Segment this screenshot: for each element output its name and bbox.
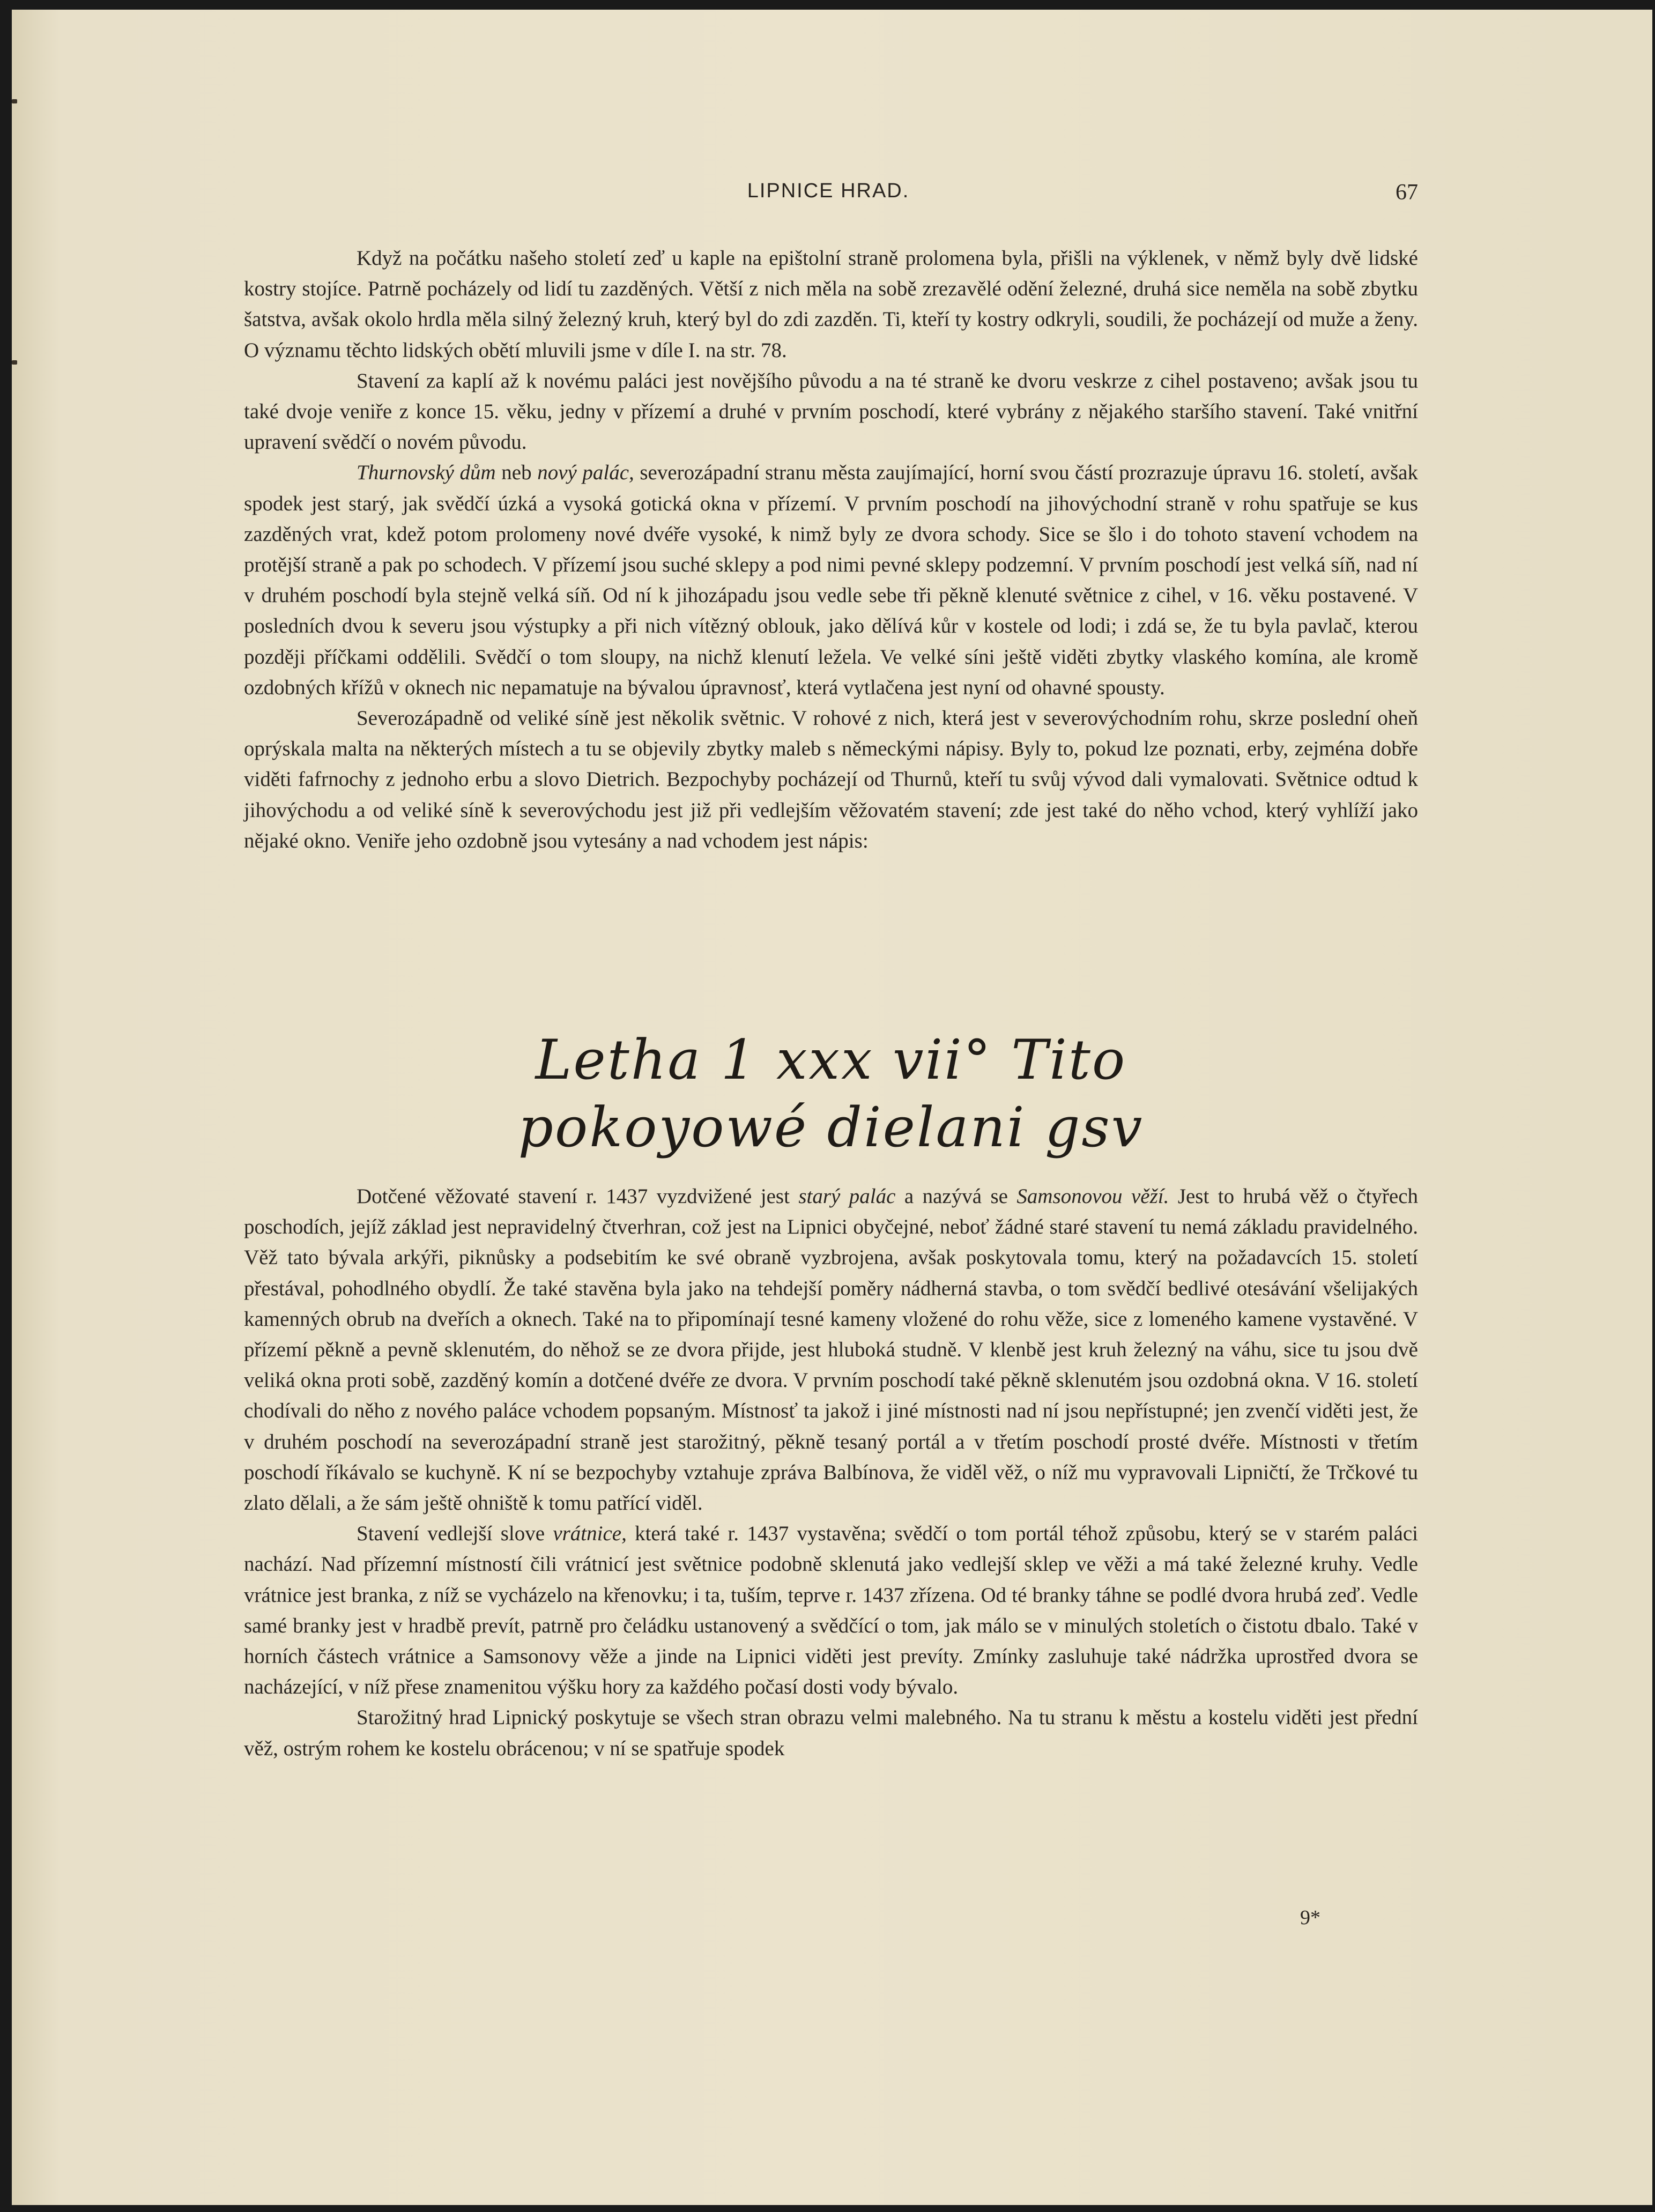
emphasis: nový palác, (537, 461, 634, 485)
inscription-line: pokoyowé dielani gsv (518, 1096, 1144, 1160)
text-run: severozápadní stranu města zaujímající, horní svou částí prozrazuje úpravu 16. století, avšak spodek jest starý, jak svědčí úzká a vysoká gotická okna v přízemí. V prvním poschodí na jihovýchodní straně v rohu spatřuje se kus zazděných vrat, kdež potom prolomeny nové dvéře vysoké, k nimž byly ze dvora schody. Sice se šlo i do tohoto stavení vchodem na protější straně a pak po schodech. V přízemí jsou suché sklepy a pod nimi pevné sklepy podzemní. V prvním poschodí jest velká síň, nad ní v druhém poschodí byla stejně velká síň. Od ní k jihozápadu jsou vedle sebe tři pěkně klenuté světnice z cihel, v 16. věku postavené. V posledních dvou k severu jsou výstupky a při nich vítězný oblouk, jako dělívá kůr v kostele od lodi; i zdá se, že tu byla pavlač, kterou později příčkami oddělili. Svědčí o tom sloupy, na nichž klenutí ležela. Ve velké síni ještě viděti zbytky vlaského komína, ale kromě ozdobných křížů v oknech nic nepamatuje na bývalou úpravnosť, která vytlačena jest nyní od ohavné spousty. (244, 461, 1418, 699)
text-run: Stavení vedlejší slove (357, 1522, 553, 1546)
paragraph (244, 1181, 1418, 1518)
emphasis: starý palác (798, 1185, 896, 1208)
paragraph: Severozápadně od veliké síně jest několik světnic. V rohové z nich, která jest v severovýchodním rohu, skrze poslední oheň oprýskala malta na některých místech a tu se objevily zbytky maleb s německými nápisy. Byly to, pokud lze poznati, erby, zejména dobře viděti fafrnochy z jednoho erbu a slovo Dietrich. Bezpochyby pocházejí od Thurnů, kteří tu svůj vývod dali vymalovati. Světnice odtud k jihovýchodu a od veliké síně k severovýchodu jest již při vedlejším věžovatém stavení; zde jest také do něho vchod, který vyhlíží jako nějaké okno. Veniře jeho ozdobně jsou vytesány a nad vchodem jest nápis: (244, 707, 1418, 852)
paragraph (244, 1518, 1418, 1702)
paragraph: Starožitný hrad Lipnický poskytuje se všech stran obrazu velmi malebného. Na tu stranu k městu a kostelu viděti jest přední věž, ostrým rohem ke kostelu obrácenou; v ní se spatřuje spodek (244, 1706, 1418, 1760)
binding-mark (12, 99, 17, 103)
paragraph: Když na počátku našeho století zeď u kaple na epištolní straně prolomena byla, přišli na výklenek, v němž byly dvě lidské kostry stojíce. Patrně pocházely od lidí tu zazděných. Větší z nich měla na sobě zrezavělé odění železné, druhá sice neměla na sobě zbytku šatstva, avšak okolo hrdla měla silný železný kruh, který byl do zdi zazděn. Ti, kteří ty kostry odkryli, soudili, že pocházejí od muže a ženy. O významu těchto lidských obětí mluvili jsme v díle I. na str. 78. (244, 247, 1418, 362)
emphasis: vrátnice, (553, 1522, 627, 1546)
binding-mark (12, 360, 17, 365)
page-header (239, 180, 1418, 212)
inscription-line: Letha 1 xxx vii° Tito (535, 1028, 1127, 1092)
text-block-top (244, 243, 1418, 856)
text-run: neb (495, 461, 538, 485)
text-run: Dotčené věžovaté stavení r. 1437 vyzdvižené jest (357, 1185, 799, 1208)
emphasis: Thurnovský dům (357, 461, 496, 485)
emphasis: Samsonovou věží. (1016, 1185, 1169, 1208)
text-block-bottom (244, 1181, 1418, 1764)
text-run: která také r. 1437 vystavěna; svědčí o tom portál téhož způsobu, který se v starém paláci nachází. Nad přízemní místností čili vrátnicí jest světnice podobně sklenutá jako vedlejší sklep ve věži a má také železné kruhy. Vedle vrátnice jest branka, z níž se vycházelo na křenovku; i ta, tuším, teprve r. 1437 zřízena. Od té branky táhne se podlé dvora hrubá zeď. Vedle samé branky jest v hradbě prevít, patrně pro čeládku ustanovený a svědčící o tom, jak málo se v minulých stoletích o čistotu dbalo. Také v horních částech vrátnice a Samsonovy věže a jinde na Lipnici viděti jest prevíty. Zmínky zasluhuje také nádržka uprostřed dvora se nacházející, v níž přese znamenitou výšku hory za každého počasí dosti vody bývalo. (244, 1522, 1418, 1699)
paragraph (244, 457, 1418, 703)
gothic-inscription (244, 1027, 1418, 1162)
page-number: 67 (1396, 180, 1418, 205)
text-run: Jest to hrubá věž o čtyřech poschodích, jejíž základ jest nepravidelný čtverhran, což jest na Lipnici obyčejné, neboť žádné staré stavení tu nemá základu pravidelného. Věž tato bývala arkýři, piknůsky a podsebitím ke své obraně vyzbrojena, avšak poskytovala tomu, který na požadavcích 15. století přestával, pohodlného obydlí. Že také stavěna byla jako na tehdejší poměry nádherná stavba, o tom svědčí bedlivé otesávání všelijakých kamenných obrub na dveřích a oknech. Také na to připomínají tesné kameny vložené do rohu věže, sice z lomeného kamene vystavěné. V přízemí pěkně a pevně sklenutém, do něhož se ze dvora přijde, jest hluboká studně. V klenbě jest kruh železný na váhu, sice tu jsou dvě veliká okna proti sobě, zazděný komín a dotčené dvéře ze dvora. V prvním poschodí také pěkně sklenutém jsou ozdobná okna. V 16. století chodívali do něho z nového paláce vchodem popsaným. Místnosť ta jakož i jiné místnosti nad ní jsou nepřístupné; jen zvenčí viděti jest, že v druhém poschodí na severozápadní straně jest starožitný, pěkně tesaný portál a v třetím poschodí prosté dvéře. Místnosti v třetím poschodí říkávalo se kuchyně. K ní se bezpochyby vztahuje zpráva Balbínova, že viděl věž, o níž mu vypravovali Lipničtí, že Trčkové tu zlato dělali, a že sám ještě ohniště k tomu patřící viděl. (244, 1185, 1419, 1515)
running-head: LIPNICE HRAD. (747, 180, 910, 202)
signature-mark: 9* (1300, 1906, 1320, 1929)
paragraph: Stavení za kaplí až k novému paláci jest novějšího původu a na té straně ke dvoru veskrze z cihel postaveno; avšak jsou tu také dvoje veniře z konce 15. věku, jedny v přízemí a druhé v prvním poschodí, které vybrány z nějakého staršího stavení. Také vnitřní upravení svědčí o novém původu. (244, 369, 1418, 454)
text-run: a nazývá se (895, 1185, 1017, 1208)
